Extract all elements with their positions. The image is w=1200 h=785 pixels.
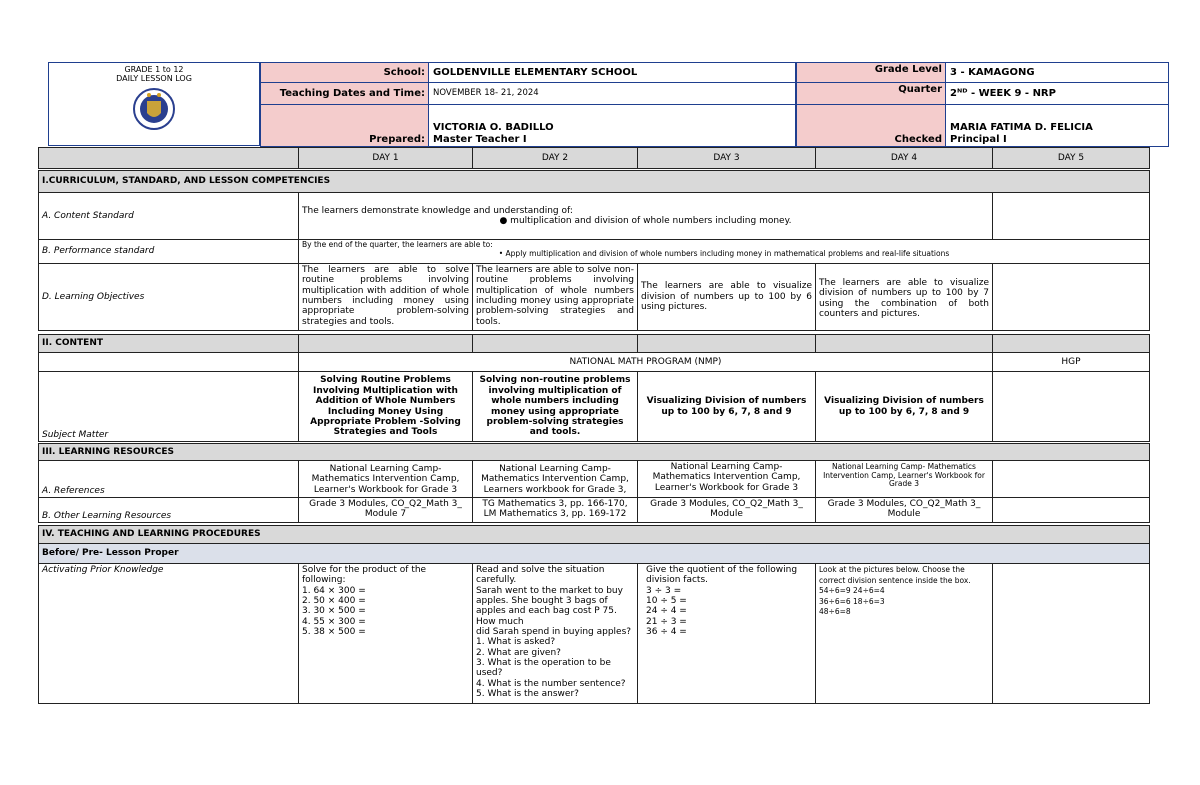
grade-label: Grade Level [796,62,946,83]
program-hgp: HGP [992,352,1150,372]
other-resources-day3: Grade 3 Modules, CO_Q2_Math 3_ Module [637,497,816,523]
references-day4: National Learning Camp- Mathematics Intervention Camp, Learner's Workbook for Grade 3 [815,460,993,498]
grade-value: 3 - KAMAGONG [945,62,1169,83]
school-label: School: [260,62,429,83]
activating-day4: Look at the pictures below. Choose the correct division sentence inside the box. 54÷6=9 24÷6=4 36÷6=6 18÷6=3 48÷6=8 [815,563,993,704]
performance-standard-line2: • Apply multiplication and division of whole numbers including money in mathematical problems and real-life situations [498,248,950,258]
prepared-value [428,104,796,147]
dates-value: NOVEMBER 18- 21, 2024 [428,82,796,105]
objectives-day3: The learners are able to visualize division of numbers up to 100 by 6 using pictures. [637,263,816,331]
other-resources-day2: TG Mathematics 3, pp. 166-170, LM Mathematics 3, pp. 169-172 [472,497,638,523]
program-label [38,352,299,372]
checked-value [945,104,1169,147]
references-day3: National Learning Camp- Mathematics Intervention Camp, Learner's Workbook for Grade 3 [637,460,816,498]
day-header-4: DAY 4 [815,147,993,169]
objectives-day1: The learners are able to solve routine problems involving multiplication with addition of whole numbers including money using appropriate problem-solving strategies and tools. [298,263,473,331]
day-header-1: DAY 1 [298,147,473,169]
title-line2: DAILY LESSON LOG [116,74,192,84]
references-day5 [992,460,1150,498]
section-resources: III. LEARNING RESOURCES [38,443,1150,461]
other-resources-day1: Grade 3 Modules, CO_Q2_Math 3_ Module 7 [298,497,473,523]
performance-standard-line1: By the end of the quarter, the learners are able to: [302,240,493,249]
content-standard-line2: ● multiplication and division of whole numbers including money. [499,216,792,227]
subject-matter-day5 [992,371,1150,442]
content-gray-4 [815,334,993,353]
objectives-day5 [992,263,1150,331]
other-resources-day5 [992,497,1150,523]
section-curriculum: I.CURRICULUM, STANDARD, AND LESSON COMPETENCIES [38,170,1150,193]
activating-day5 [992,563,1150,704]
quarter-label: Quarter [796,82,946,105]
section-content: II. CONTENT [38,334,299,353]
day-header-blank [38,147,299,169]
deped-seal-logo [132,87,176,131]
subject-matter-day3: Visualizing Division of numbers up to 100 by 6, 7, 8 and 9 [637,371,816,442]
program-nmp: NATIONAL MATH PROGRAM (NMP) [298,352,993,372]
content-gray-5 [992,334,1150,353]
content-standard-cell [298,192,993,240]
subject-matter-day2: Solving non-routine problems involving multiplication of whole numbers including money using appropriate problem-solving strategies and tools. [472,371,638,442]
objectives-label: D. Learning Objectives [38,263,299,331]
activating-day2: Read and solve the situation carefully. Sarah went to the market to buy apples. She bought 3 bags of apples and each bag cost P 75. How much did Sarah spend in buying apples? 1. What is asked? 2. What are given? 3. What is the operation to be used? 4. What is the number sentence? 5. What is the answer? [472,563,638,704]
content-standard-day5 [992,192,1150,240]
title-line1: GRADE 1 to 12 [124,65,184,74]
prepared-label [260,104,429,147]
content-gray-1 [298,334,473,353]
activating-day3: Give the quotient of the following division facts. 3 ÷ 3 = 10 ÷ 5 = 24 ÷ 4 = 21 ÷ 3 = 36 ÷ 4 = [637,563,816,704]
references-day1: National Learning Camp- Mathematics Intervention Camp, Learner's Workbook for Grade 3 [298,460,473,498]
checked-label-text: Checked [894,133,942,145]
subject-matter-label: Subject Matter [38,371,299,442]
activating-label: Activating Prior Knowledge [38,563,299,704]
section-procedures: IV. TEACHING AND LEARNING PROCEDURES [38,525,1150,544]
checked-position: Principal I [950,133,1007,145]
performance-standard-cell [298,239,1150,264]
prepared-label-text: Prepared: [369,133,425,145]
section-before-lesson: Before/ Pre- Lesson Proper [38,543,1150,564]
objectives-day4: The learners are able to visualize division of numbers up to 100 by 7 using the combination of both counters and pictures. [815,263,993,331]
checked-name: MARIA FATIMA D. FELICIA [950,122,1093,133]
content-standard-line1: The learners demonstrate knowledge and understanding of: [302,206,573,216]
school-value: GOLDENVILLE ELEMENTARY SCHOOL [428,62,796,83]
subject-matter-day4: Visualizing Division of numbers up to 100 by 6, 7, 8 and 9 [815,371,993,442]
dates-label: Teaching Dates and Time: [260,82,429,105]
other-resources-day4: Grade 3 Modules, CO_Q2_Math 3_ Module [815,497,993,523]
day-header-5: DAY 5 [992,147,1150,169]
day-header-2: DAY 2 [472,147,638,169]
checked-label [796,104,946,147]
quarter-value: 2ᴺᴰ - WEEK 9 - NRP [945,82,1169,105]
title-block [48,62,260,146]
prepared-position: Master Teacher I [433,133,527,145]
performance-standard-label: B. Performance standard [38,239,299,264]
subject-matter-day1: Solving Routine Problems Involving Multiplication with Addition of Whole Numbers Including Money Using Appropriate Problem -Solving Strategies and Tools [298,371,473,442]
content-gray-2 [472,334,638,353]
day-header-3: DAY 3 [637,147,816,169]
references-label: A. References [38,460,299,498]
other-resources-label: B. Other Learning Resources [38,497,299,523]
content-gray-3 [637,334,816,353]
content-standard-label: A. Content Standard [38,192,299,240]
references-day2: National Learning Camp- Mathematics Intervention Camp, Learners workbook for Grade 3, [472,460,638,498]
objectives-day2: The learners are able to solve non-routine problems involving multiplication of whole numbers including money using appropriate problem-solving strategies and tools. [472,263,638,331]
activating-day1: Solve for the product of the following: 1. 64 × 300 = 2. 50 × 400 = 3. 30 × 500 = 4. 55 × 300 = 5. 38 × 500 = [298,563,473,704]
prepared-name: VICTORIA O. BADILLO [433,122,554,133]
